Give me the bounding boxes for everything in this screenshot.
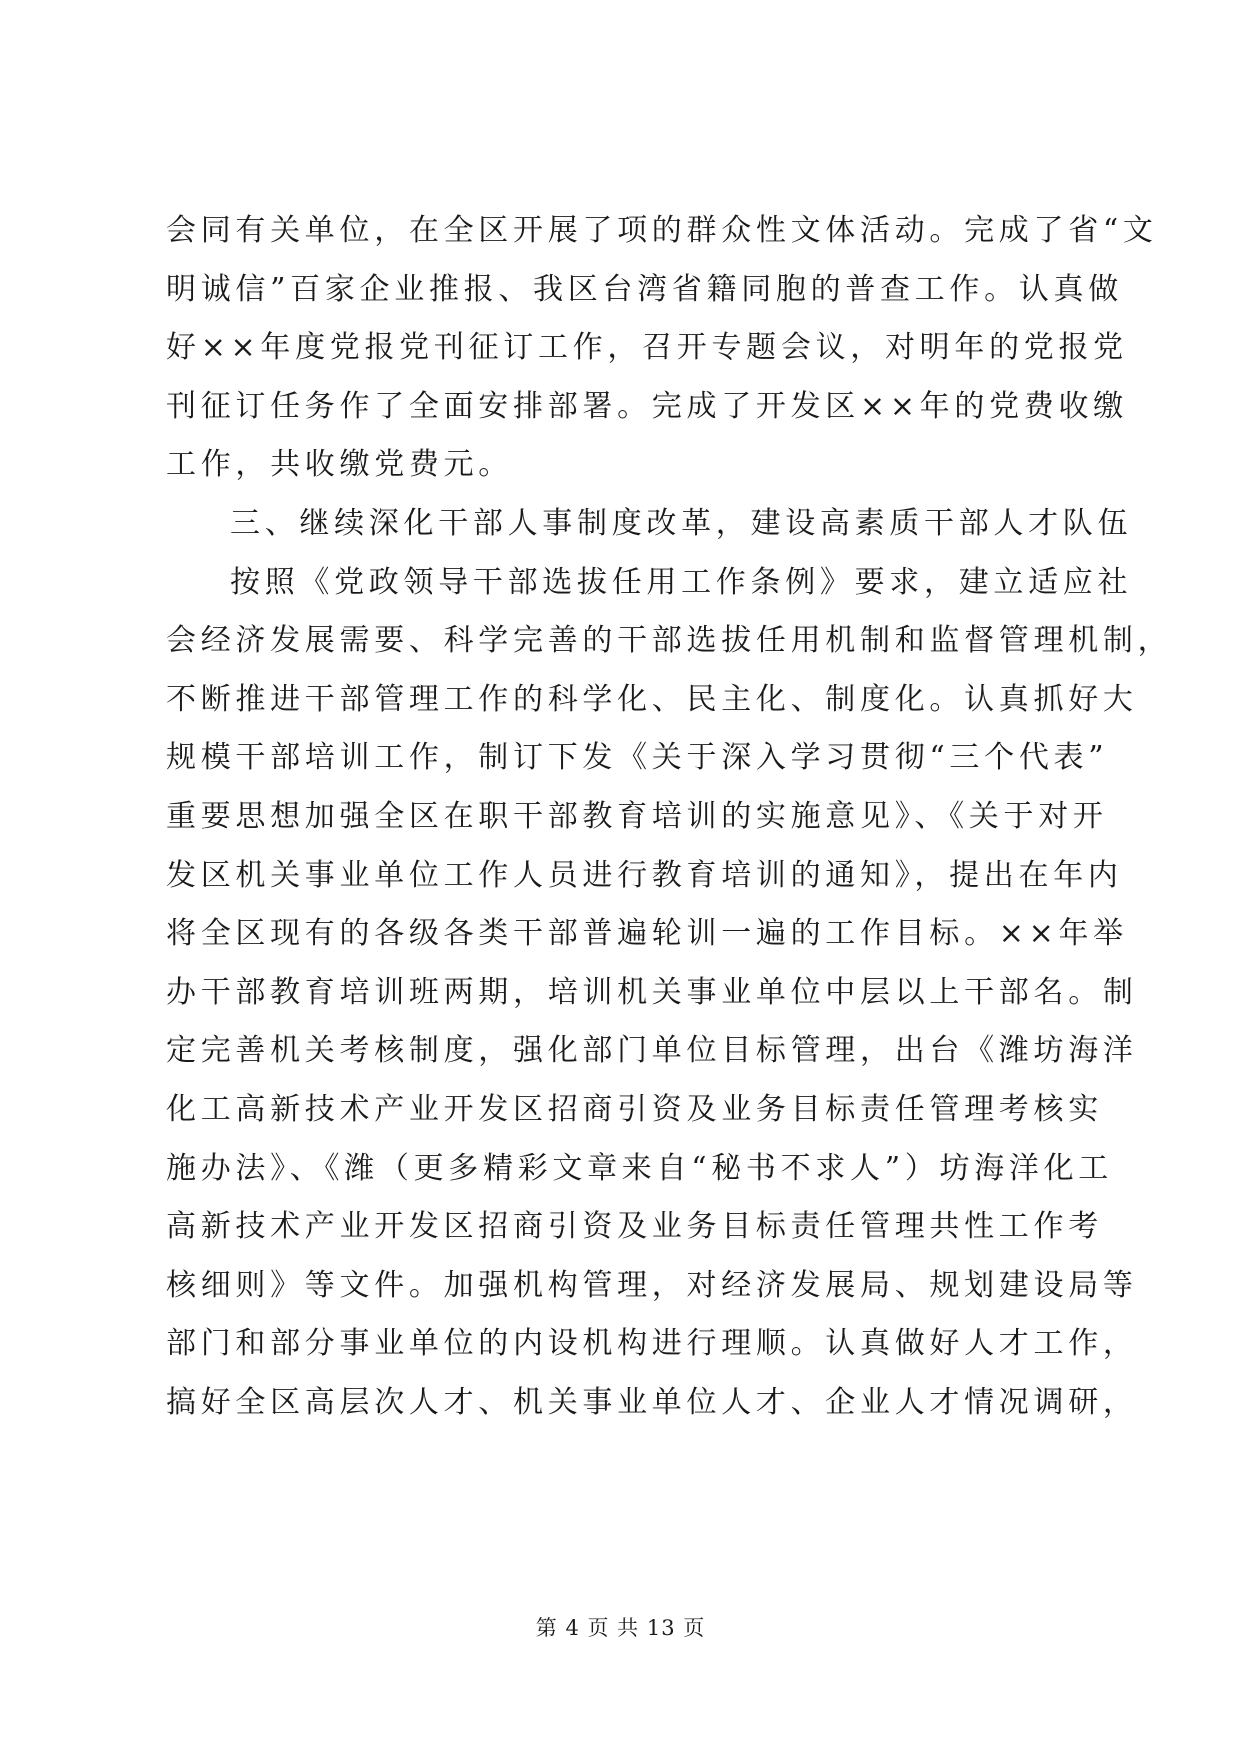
text-line: 会同有关单位，在全区开展了项的群众性文体活动。完成了省“文 <box>166 213 1158 248</box>
text-line: 明诚信”百家企业推报、我区台湾省籍同胞的普查工作。认真做 <box>166 271 1123 307</box>
text-line: 不断推进干部管理工作的科学化、民主化、制度化。认真抓好大 <box>166 681 1138 717</box>
page-number-footer: 第 4 页 共 13 页 <box>535 1616 706 1640</box>
text-line: 发区机关事业单位工作人员进行教育培训的通知》，提出在年内 <box>166 857 1123 893</box>
text-line: 好××年度党报党刊征订工作，召开专题会议，对明年的党报党 <box>166 330 1128 366</box>
text-line: 刊征订任务作了全面安排部署。完成了开发区××年的党费收缴 <box>166 388 1128 424</box>
text-line: 部门和部分事业单位的内设机构进行理顺。认真做好人才工作， <box>166 1326 1138 1362</box>
text-line: 搞好全区高层次人才、机关事业单位人才、企业人才情况调研， <box>166 1384 1138 1420</box>
document-body <box>166 202 1173 1432</box>
text-line: 施办法》、《潍（更多精彩文章来自“秘书不求人”）坊海洋化工 <box>166 1150 1113 1186</box>
text-line: 工作，共收缴党费元。 <box>166 447 513 483</box>
text-line: 办干部教育培训班两期，培训机关事业单位中层以上干部名。制 <box>166 974 1138 1010</box>
text-line: 高新技术产业开发区招商引资及业务目标责任管理共性工作考 <box>166 1209 1103 1245</box>
section-heading: 三、继续深化干部人事制度改革，建设高素质干部人才队伍 <box>230 505 1133 541</box>
text-line: 规模干部培训工作，制订下发《关于深入学习贯彻“三个代表” <box>166 740 1109 776</box>
text-line: 重要思想加强全区在职干部教育培训的实施意见》、《关于对开 <box>166 798 1108 834</box>
text-line: 将全区现有的各级各类干部普遍轮训一遍的工作目标。××年举 <box>166 916 1128 952</box>
text-line: 定完善机关考核制度，强化部门单位目标管理，出台《潍坊海洋 <box>166 1033 1138 1069</box>
text-line: 按照《党政领导干部选拔任用工作条例》要求，建立适应社 <box>230 564 1133 600</box>
text-line: 会经济发展需要、科学完善的干部选拔任用机制和监督管理机制， <box>166 623 1173 659</box>
text-line: 化工高新技术产业开发区招商引资及业务目标责任管理考核实 <box>166 1091 1103 1127</box>
text-line: 核细则》等文件。加强机构管理，对经济发展局、规划建设局等 <box>166 1267 1138 1303</box>
